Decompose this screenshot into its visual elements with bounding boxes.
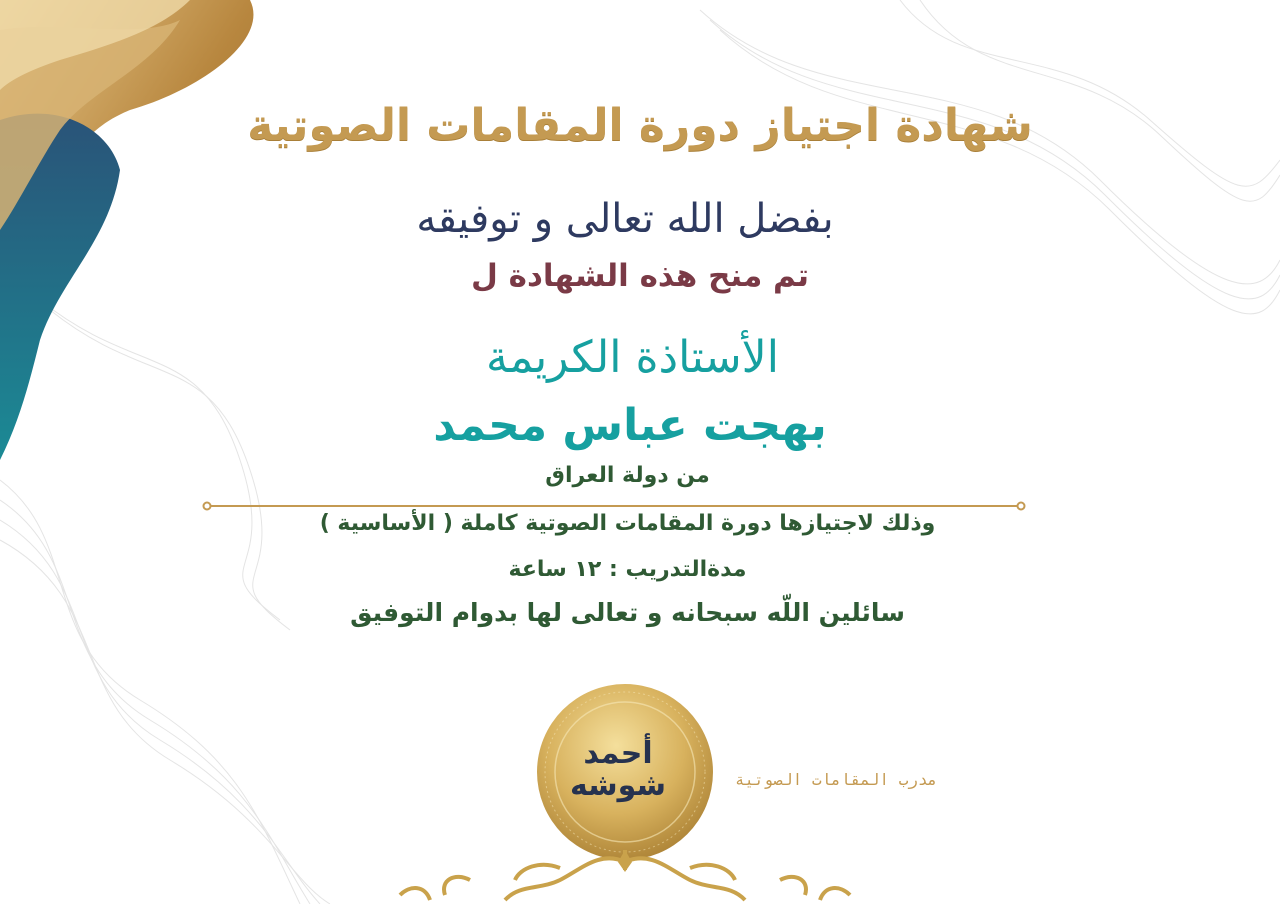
recipient-name: بهجت عباس محمد [433, 400, 827, 451]
seal-signature [568, 738, 668, 802]
trainer-title: مدرب المقامات الصوتية [734, 770, 938, 789]
blessing-line: بفضل الله تعالى و توفيقه [416, 196, 834, 242]
closing-prayer: سائلين اللّه سبحانه و تعالى لها بدوام التوفيق [350, 598, 905, 627]
honorific: الأستاذة الكريمة [486, 332, 779, 383]
completion-reason: وذلك لاجتيازها دورة المقامات الصوتية كاملة ( الأساسية ) [319, 511, 936, 536]
divider-line [204, 503, 1024, 509]
granted-line: تم منح هذه الشهادة ل [470, 258, 810, 294]
seal-name-line1: أحمد [583, 736, 653, 771]
ornament-flourish [370, 846, 910, 904]
seal-name-line2: شوشه [569, 768, 666, 803]
recipient-country: من دولة العراق [545, 463, 710, 488]
certificate-title: شهادة اجتياز دورة المقامات الصوتية [247, 100, 1033, 151]
training-duration: مدةالتدريب : ١٢ ساعة [508, 557, 747, 582]
